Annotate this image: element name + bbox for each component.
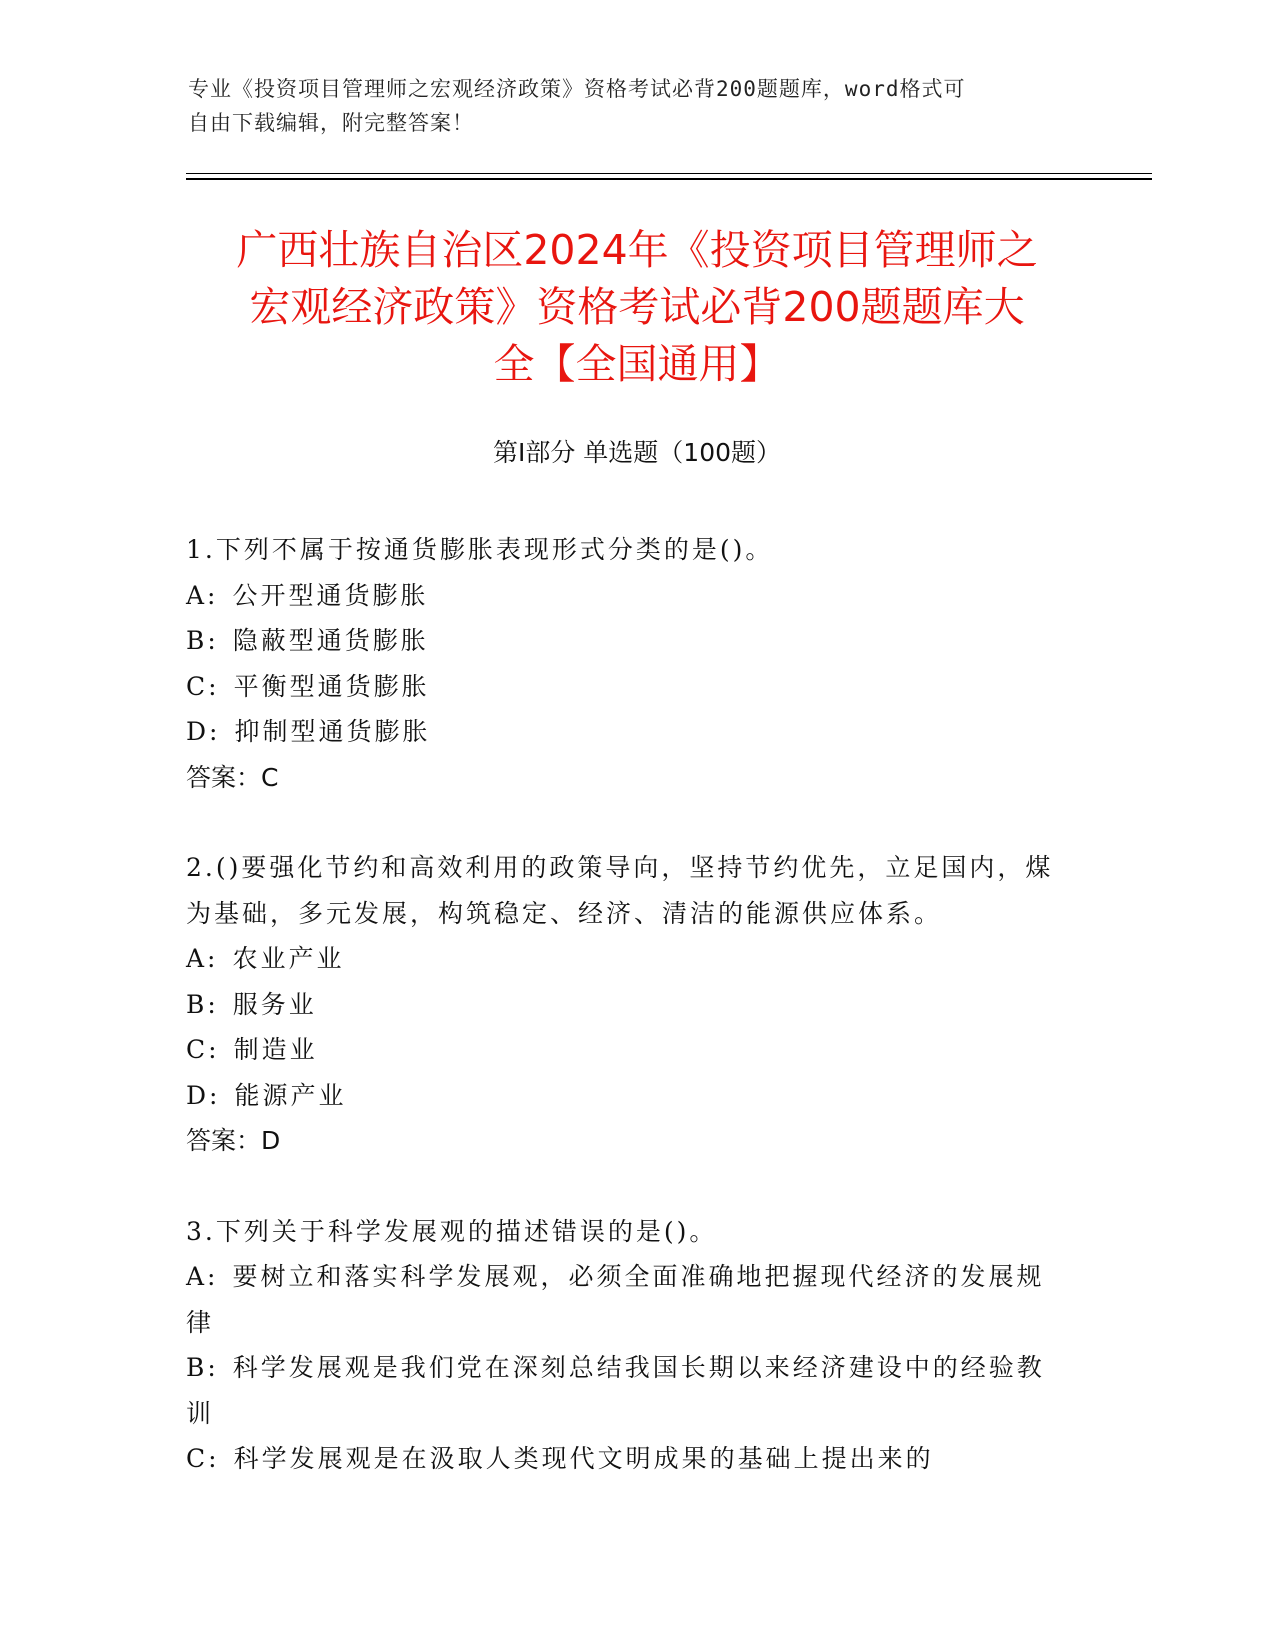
option-a <box>186 936 1066 982</box>
option-label: A: <box>186 1262 219 1291</box>
option-label: D: <box>186 1080 221 1110</box>
option-text: 服务业 <box>232 989 317 1019</box>
question-stem: 3.下列关于科学发展观的描述错误的是()。 <box>186 1216 718 1246</box>
option-b <box>186 618 1066 664</box>
option-c <box>186 1027 1066 1073</box>
option-text: 农业产业 <box>232 944 345 973</box>
question-3 <box>186 1209 1066 1482</box>
option-label: C: <box>186 1035 220 1064</box>
option-label: C: <box>186 1444 220 1473</box>
option-a <box>186 1254 1066 1345</box>
option-label: C: <box>186 671 220 701</box>
title-line-2: 宏观经济政策》资格考试必背200题题库大 <box>249 283 1025 331</box>
option-label: B: <box>186 989 219 1019</box>
option-label: A: <box>186 944 219 973</box>
title-line-1: 广西壮族自治区2024年《投资项目管理师之 <box>236 226 1038 274</box>
question-stem: 1.下列不属于按通货膨胀表现形式分类的是()。 <box>186 535 774 564</box>
option-d <box>186 709 1066 755</box>
header-note-line-2: 自由下载编辑，附完整答案！ <box>188 111 474 135</box>
option-label: B: <box>186 626 219 655</box>
question-2 <box>186 845 1066 1164</box>
question-1 <box>186 527 1066 800</box>
question-list <box>186 527 1066 1527</box>
option-label: B: <box>186 1353 219 1382</box>
option-b <box>186 982 1066 1028</box>
answer: 答案：C <box>186 762 279 792</box>
option-c <box>186 664 1066 710</box>
option-c <box>186 1436 1066 1482</box>
header-note-line-1: 专业《投资项目管理师之宏观经济政策》资格考试必背200题题库，word格式可 <box>188 77 966 101</box>
option-text: 抑制型通货膨胀 <box>234 717 431 746</box>
option-d <box>186 1073 1066 1119</box>
option-text: 隐蔽型通货膨胀 <box>232 626 429 655</box>
option-text: 平衡型通货膨胀 <box>233 671 430 701</box>
option-label: A: <box>186 580 219 610</box>
option-b <box>186 1345 1066 1436</box>
title-line-3: 全【全国通用】 <box>493 340 781 388</box>
option-text: 要树立和落实科学发展观，必须全面准确地把握现代经济的发展规律 <box>186 1262 1045 1337</box>
option-text: 制造业 <box>233 1035 318 1064</box>
option-text: 科学发展观是我们党在深刻总结我国长期以来经济建设中的经验教训 <box>186 1353 1045 1428</box>
option-text: 能源产业 <box>234 1080 347 1110</box>
option-a <box>186 573 1066 619</box>
section-title: 第Ⅰ部分 单选题（100题） <box>492 438 782 467</box>
header-divider-thick <box>186 178 1152 180</box>
header-divider-thin <box>186 173 1152 174</box>
answer: 答案：D <box>186 1126 281 1155</box>
option-label: D: <box>186 717 221 746</box>
option-text: 公开型通货膨胀 <box>232 580 429 610</box>
option-text: 科学发展观是在汲取人类现代文明成果的基础上提出来的 <box>233 1444 934 1473</box>
document-title <box>186 222 1088 393</box>
question-stem: 2.()要强化节约和高效利用的政策导向，坚持节约优先，立足国内，煤为基础，多元发展，构筑稳定、经济、清洁的能源供应体系。 <box>186 853 1054 928</box>
header-note <box>188 72 1068 140</box>
